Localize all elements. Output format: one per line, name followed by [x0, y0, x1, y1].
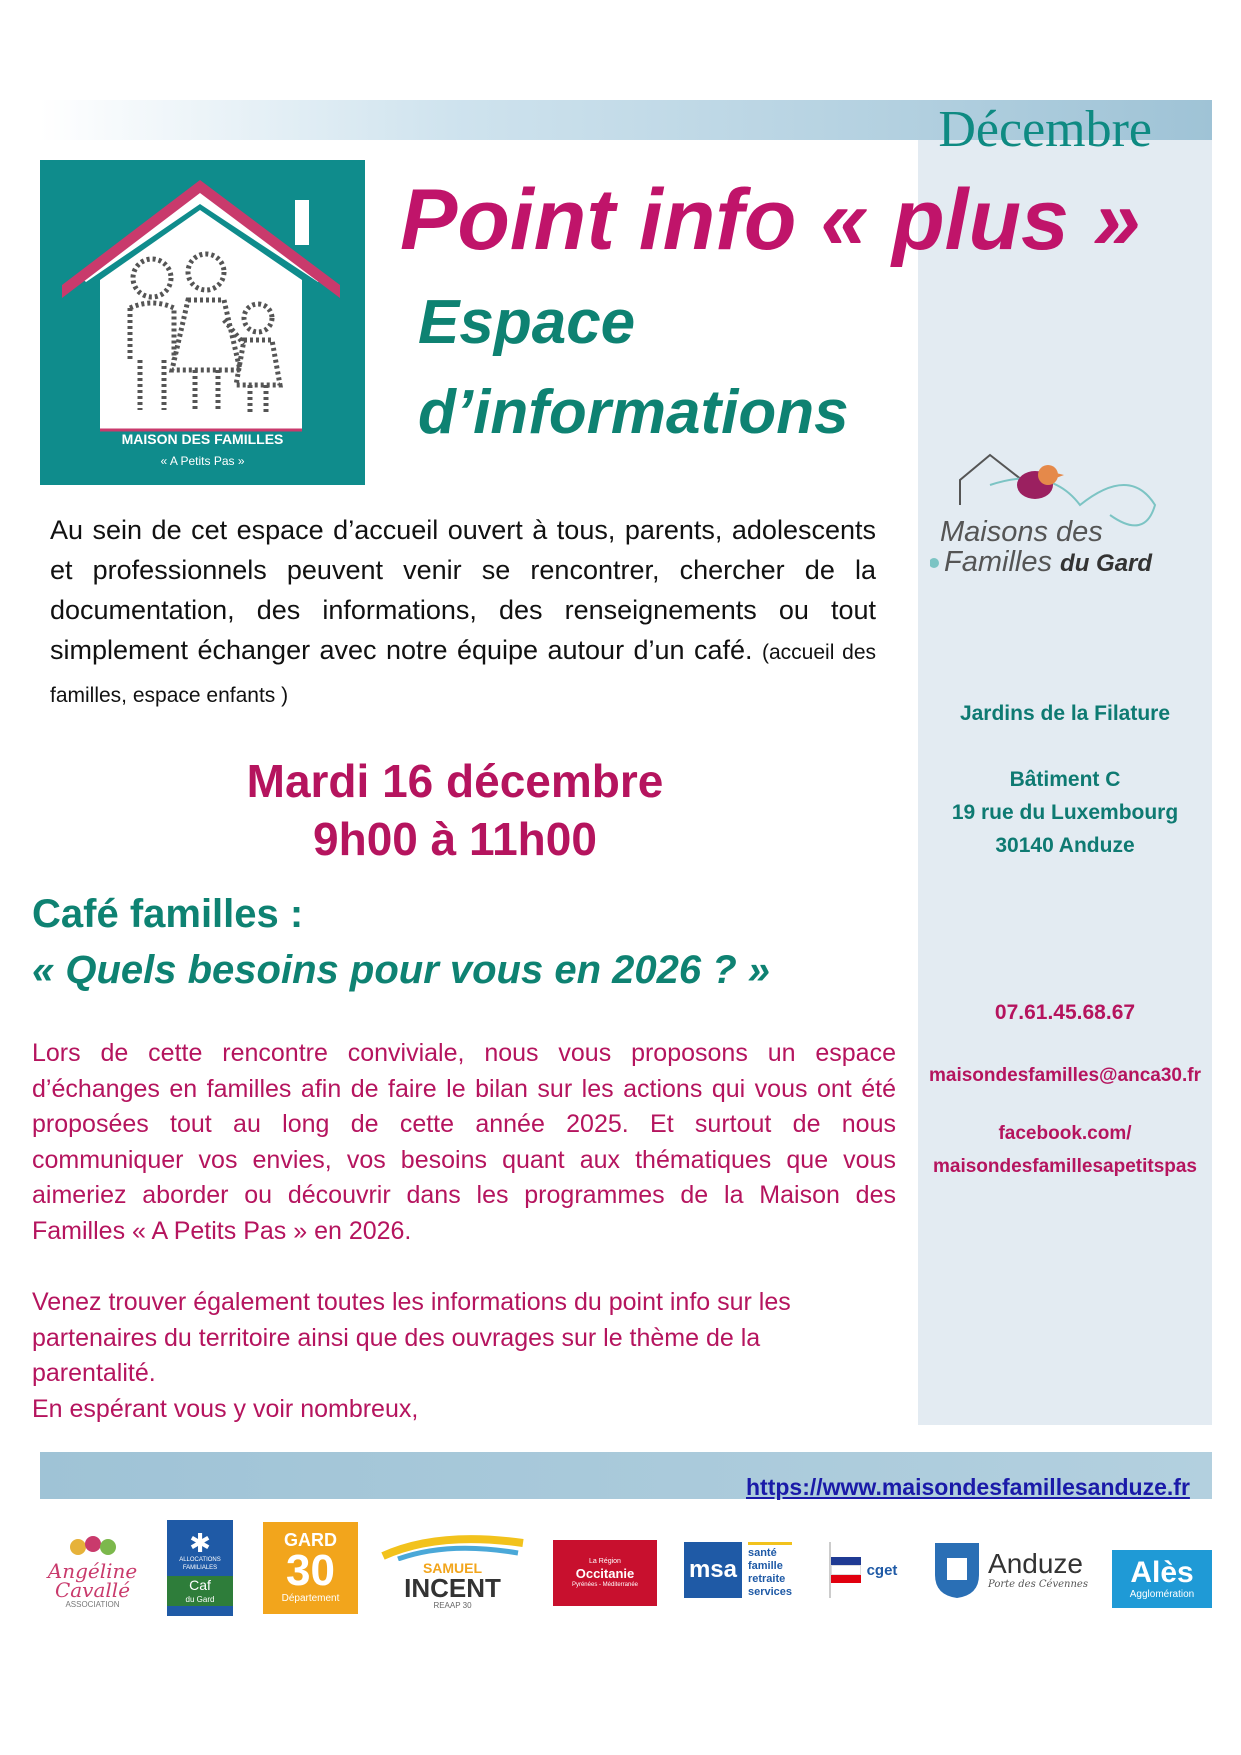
samuel-vincent-logo — [375, 1520, 530, 1620]
msa-line2: famille — [747, 1559, 783, 1572]
event-time: 9h00 à 11h00 — [313, 813, 597, 865]
event-date: Mardi 16 décembre — [246, 755, 664, 807]
castle-shield-icon — [932, 1540, 982, 1600]
sidebar-logo-line1: Maisons des — [940, 516, 1103, 548]
intro-text: Au sein de cet espace d’accueil ouvert à tous, parents, adolescents et professionnels peuvent venir se rencontrer, chercher de la documentation, des informations, des renseignements ou tout simplement échanger avec notre équipe autour d’un café. — [50, 515, 876, 665]
anduze-line1: Anduze — [988, 1548, 1083, 1579]
sidebar-city: 30140 Anduze — [995, 834, 1135, 857]
page-title: Point info « plus » — [400, 172, 1141, 268]
swoosh-icon — [378, 1531, 528, 1561]
caf-line1: ALLOCATIONS FAMILIALES — [179, 1557, 221, 1571]
body-closing: En espérant vous y voir nombreux, — [32, 1394, 419, 1423]
sidebar-phone: 07.61.45.68.67 — [994, 1001, 1136, 1024]
msa-logo — [673, 1520, 803, 1620]
cget-text: cget — [866, 1561, 898, 1579]
samuel-line1: SAMUEL — [422, 1559, 483, 1576]
cafe-title: Café familles : — [32, 892, 304, 936]
sidebar-facebook-line1: facebook.com/ — [998, 1123, 1132, 1144]
gard-line3: Département — [281, 1593, 340, 1604]
msa-line1: santé — [747, 1546, 777, 1559]
intro-paragraph — [50, 510, 876, 716]
body-p2-line2: partenaires du territoire ainsi que des ouvrages sur le thème de la — [32, 1323, 761, 1352]
gard-line2: 30 — [286, 1546, 335, 1595]
subtitle-line2: d’informations — [418, 378, 849, 447]
occitanie-line2: Occitanie — [575, 1566, 635, 1581]
people-circle-icon — [63, 1532, 123, 1562]
occitanie-line3: Pyrénées - Méditerranée — [571, 1582, 639, 1588]
sidebar-logo-dugard: du Gard — [1060, 550, 1153, 577]
ales-line2: Agglomération — [1129, 1589, 1195, 1600]
caf-line2: Caf — [167, 1576, 233, 1594]
month-label: Décembre — [938, 101, 1152, 158]
msa-line3: retraite — [747, 1572, 786, 1585]
sidebar-logo-familles: Familles — [944, 546, 1052, 578]
msa-line4: services — [747, 1585, 793, 1598]
body-p2-line1: Venez trouver également toutes les informations du point info sur les — [32, 1288, 791, 1316]
body-paragraph-2 — [32, 1285, 896, 1427]
body-paragraph-1: Lors de cette rencontre conviviale, nous vous proposons un espace d’échanges en familles afin de faire le bilan sur les actions qui vous ont été proposées tout au long de cette année 2025. Et surtout de nous communiquer vos envies, vos besoins quant aux thématiques que vous aimeriez aborder ou découvrir dans les programmes de la Maison des Familles « A Petits Pas » en 2026. — [32, 1039, 896, 1245]
sidebar-facebook — [918, 1117, 1212, 1183]
anduze-logo — [930, 1520, 1090, 1620]
website-link[interactable]: https://www.maisondesfamillesanduze.fr — [746, 1474, 1190, 1500]
ales-agglomeration-logo — [1112, 1550, 1212, 1608]
event-datetime — [40, 752, 870, 868]
caf-star-icon: ✱ — [189, 1528, 211, 1558]
subtitle-line1: Espace — [418, 288, 636, 357]
cafe-question: « Quels besoins pour vous en 2026 ? » — [32, 948, 771, 992]
body-p2-line3: parentalité. — [32, 1359, 156, 1387]
occitanie-region-logo — [553, 1540, 657, 1606]
sidebar-logo-line2 — [944, 547, 1152, 579]
gard-line1: GARD — [284, 1530, 337, 1550]
sidebar-facebook-line2: maisondesfamillesapetitspas — [933, 1156, 1197, 1177]
cget-logo — [824, 1520, 902, 1620]
samuel-line2: INCENT — [404, 1572, 501, 1603]
gard-departement-logo — [263, 1522, 358, 1614]
angeline-line1: Angéline — [47, 1558, 138, 1583]
occitanie-line1: La Région — [589, 1558, 621, 1565]
intro-note: (accueil des familles, espace enfants ) — [50, 641, 876, 707]
ales-line1: Alès — [1130, 1556, 1194, 1589]
maisons-des-familles-du-gard-logo — [930, 445, 1170, 585]
sidebar-building: Bâtiment C — [1009, 768, 1121, 791]
caf-line3: du Gard — [167, 1594, 233, 1606]
cafe-heading — [32, 886, 770, 998]
msa-mark: msa — [684, 1542, 742, 1598]
sidebar-email: maisondesfamilles@anca30.fr — [929, 1065, 1201, 1086]
sidebar-place: Jardins de la Filature — [959, 702, 1171, 725]
angeline-cavalle-logo — [40, 1520, 145, 1620]
angeline-line2: Cavallé — [54, 1577, 131, 1602]
caf-logo — [167, 1520, 233, 1616]
anduze-line2: Porte des Cévennes — [988, 1579, 1088, 1590]
sidebar-address — [918, 763, 1212, 862]
page-subtitle — [418, 278, 849, 458]
sidebar-street: 19 rue du Luxembourg — [951, 801, 1179, 824]
samuel-line3: REAAP 30 — [433, 1600, 472, 1610]
logo-line2: « A Petits Pas » — [160, 454, 245, 468]
angeline-line3: ASSOCIATION — [65, 1599, 120, 1609]
logo-line1: MAISON DES FAMILLES — [121, 431, 284, 447]
maison-des-familles-logo — [40, 160, 365, 485]
